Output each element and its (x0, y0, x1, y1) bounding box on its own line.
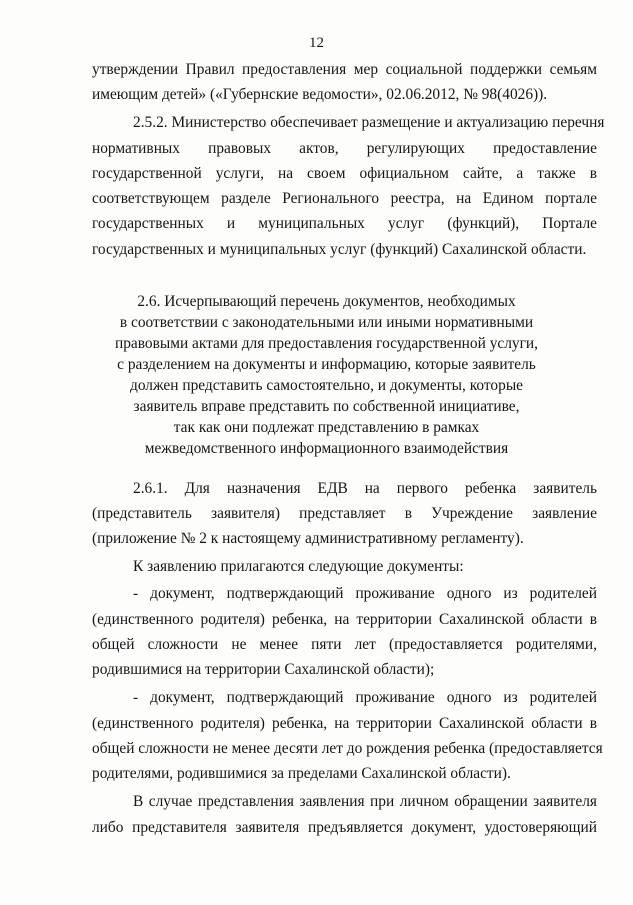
text-line: (единственного родителя) ребенка, на территории Сахалинской области в (92, 715, 597, 732)
list-item-line: - документ, подтверждающий проживание одного из родителей (133, 585, 597, 602)
text-line: государственных и муниципальных услуг (функций) Сахалинской области. (92, 241, 587, 258)
text-line: имеющим детей» («Губернские ведомости», 02.06.2012, № 98(4026)). (92, 86, 548, 103)
text-line: общей сложности не менее десяти лет до рождения ребенка (предоставляется (92, 740, 603, 757)
text-line: В случае представления заявления при личном обращении заявителя (133, 793, 597, 810)
text-line: 2.6.1. Для назначения ЕДВ на первого ребенка заявитель (133, 480, 597, 497)
text-line: 2.5.2. Министерство обеспечивает размещение и актуализацию перечня (133, 114, 605, 131)
list-item-line: - документ, подтверждающий проживание одного из родителей (133, 689, 597, 706)
section-heading-line: заявитель вправе представить по собственной инициативе, (133, 398, 520, 415)
text-line: либо представителя заявителя предъявляется документ, удостоверяющий (92, 819, 597, 836)
section-heading-line: межведомственного информационного взаимодействия (144, 440, 509, 457)
text-line: нормативных правовых актов, регулирующих предоставление (92, 140, 597, 157)
text-line: (представитель заявителя) представляет в Учреждение заявление (92, 505, 597, 522)
page-number: 12 (309, 35, 324, 51)
text-line: (приложение № 2 к настоящему административному регламенту). (92, 530, 524, 547)
text-line: государственных и муниципальных услуг (функций), Портале (92, 215, 597, 232)
section-heading-line: с разделением на документы и информацию, которые заявитель (117, 356, 536, 373)
text-line: общей сложности не менее пяти лет (предоставляется родителями, (92, 636, 597, 653)
text-line: родившимися на территории Сахалинской области); (92, 661, 435, 678)
text-line: государственной услуги, на своем официальном сайте, а также в (92, 165, 597, 182)
section-heading-line: 2.6. Исчерпывающий перечень документов, необходимых (137, 293, 516, 310)
section-heading-line: должен представить самостоятельно, и документы, которые (129, 377, 523, 394)
text-line: К заявлению прилагаются следующие документы: (133, 558, 464, 575)
text-line: (единственного родителя) ребенка, на территории Сахалинской области в (92, 611, 597, 628)
section-heading-line: так как они подлежат представлению в рамках (173, 419, 480, 436)
section-heading-line: в соответствии с законодательными или иными нормативными (119, 314, 534, 331)
text-line: утверждении Правил предоставления мер социальной поддержки семьям (92, 61, 597, 78)
section-heading-line: правовыми актами для предоставления государственной услуги, (114, 335, 539, 352)
text-line: соответствующем разделе Регионального реестра, на Едином портале (92, 190, 597, 207)
text-line: родителями, родившимися за пределами Сахалинской области). (92, 765, 511, 782)
